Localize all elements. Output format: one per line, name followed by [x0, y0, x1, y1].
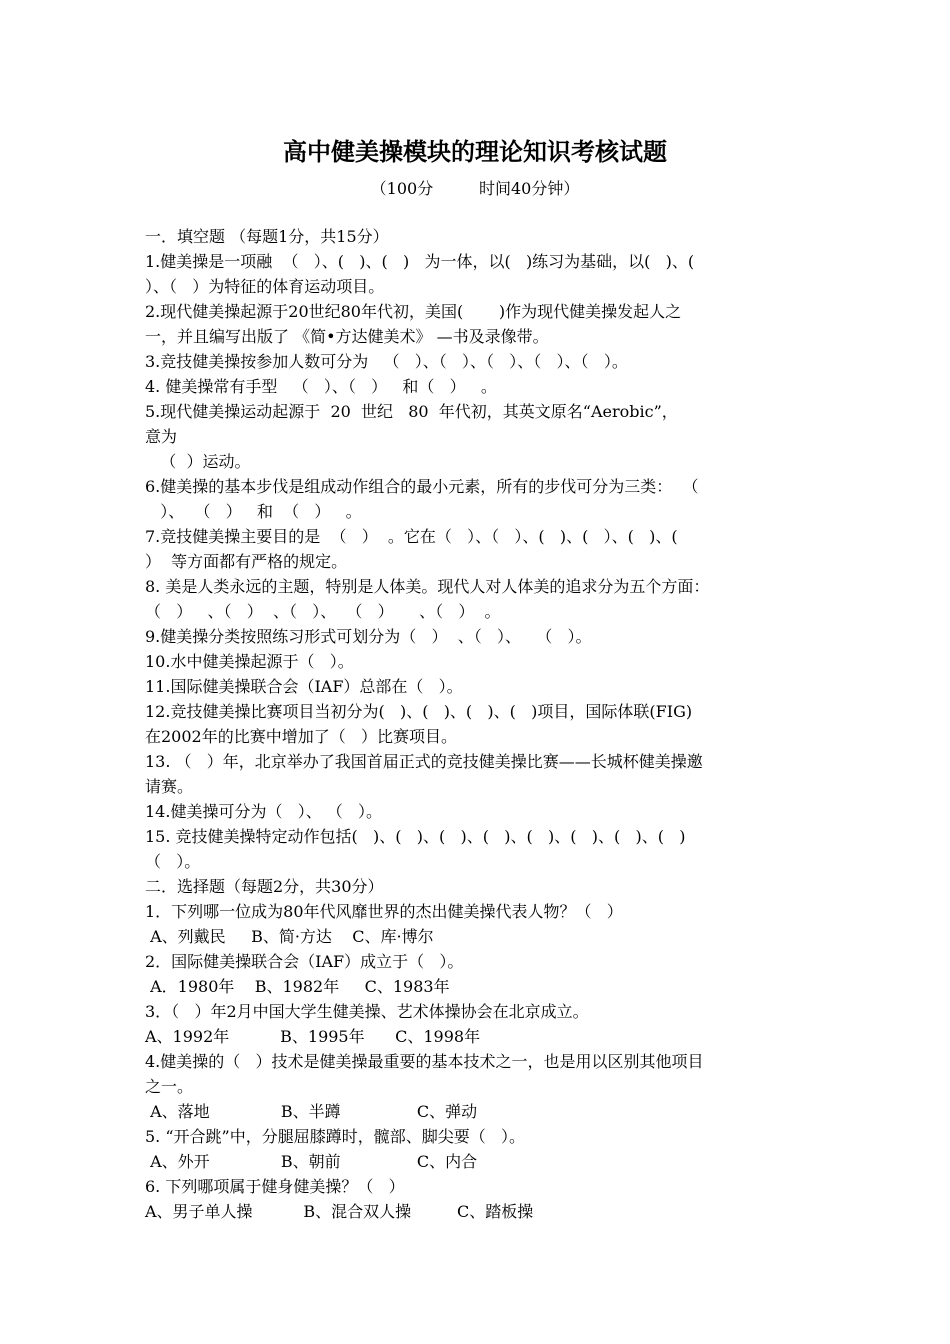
text-line: 2.现代健美操起源于20世纪80年代初，美国( )作为现代健美操发起人之: [145, 302, 682, 321]
text-line: 14.健美操可分为（ ）、 （ ）。: [145, 802, 383, 821]
text-line: 3.竞技健美操按参加人数可分为 （ ）、（ ）、（ ）、（ ）、（ ）。: [145, 352, 628, 371]
text-line: 6.健美操的基本步伐是组成动作组合的最小元素，所有的步伐可分为三类： （: [145, 477, 699, 496]
text-line: A、落地 B、半蹲 C、弹动: [145, 1102, 478, 1121]
page-subtitle: （100分 时间40分钟）: [370, 179, 580, 198]
text-line: A、列戴民 B、简·方达 C、库·博尔: [145, 927, 434, 946]
text-line: 13. （ ）年，北京举办了我国首届正式的竞技健美操比赛——长城杯健美操邀: [145, 752, 703, 771]
page-title: 高中健美操模块的理论知识考核试题: [283, 137, 667, 166]
text-line: ）、 （ ） 和 （ ） 。: [145, 502, 362, 521]
text-line: A、外开 B、朝前 C、内合: [145, 1152, 478, 1171]
text-line: A．1980年 B、1982年 C、1983年: [145, 977, 450, 996]
text-line: 6. 下列哪项属于健身健美操？（ ）: [145, 1177, 405, 1196]
exam-body: [145, 224, 810, 1224]
text-line: A、1992年 B、1995年 C、1998年: [145, 1027, 481, 1046]
text-line: A、男子单人操 B、混合双人操 C、踏板操: [145, 1202, 534, 1221]
text-line: 5.现代健美操运动起源于 20 世纪 80 年代初，其英文原名“Aerobic”，: [145, 402, 678, 421]
text-line: 二．选择题（每题2分，共30分）: [145, 877, 384, 896]
text-line: 之一。: [145, 1077, 194, 1096]
text-line: 9.健美操分类按照练习形式可划分为（ ） 、（ ）、 （ ）。: [145, 627, 592, 646]
text-line: 2．国际健美操联合会（IAF）成立于（ ）。: [145, 952, 464, 971]
text-line: 请赛。: [145, 777, 194, 796]
text-line: （ ）。: [145, 852, 201, 871]
text-line: 一，并且编写出版了 《简•方达健美术》 —书及录像带。: [145, 327, 549, 346]
text-line: （ ） 、（ ） 、（ ）、 （ ） 、（ ） 。: [145, 602, 501, 621]
text-line: 意为: [145, 427, 178, 446]
text-line: 3．（ ）年2月中国大学生健美操、艺术体操协会在北京成立。: [145, 1002, 589, 1021]
text-line: 在2002年的比赛中增加了（ ）比赛项目。: [145, 727, 457, 746]
text-line: 11.国际健美操联合会（IAF）总部在（ ）。: [145, 677, 463, 696]
text-line: 1．下列哪一位成为80年代风靡世界的杰出健美操代表人物？（ ）: [145, 902, 623, 921]
text-line: 10.水中健美操起源于（ ）。: [145, 652, 354, 671]
text-line: 15. 竞技健美操特定动作包括( )、( )、( )、( )、( )、( )、( )、( ): [145, 827, 686, 846]
text-line: 7.竞技健美操主要目的是 （ ） 。它在（ ）、（ ）、( )、( ）、( )、(: [145, 527, 678, 546]
text-line: ） 等方面都有严格的规定。: [145, 552, 348, 571]
text-line: 12.竞技健美操比赛项目当初分为( )、( )、( )、( )项目，国际体联(FIG): [145, 702, 693, 721]
text-line: 4. 健美操常有手型 （ ）、（ ） 和（ ） 。: [145, 377, 497, 396]
text-line: 一．填空题 （每题1分，共15分）: [145, 227, 389, 246]
text-line: 4.健美操的（ ）技术是健美操最重要的基本技术之一，也是用以区别其他项目: [145, 1052, 704, 1071]
text-line: ）、（ ）为特征的体育运动项目。: [145, 277, 385, 296]
text-line: 5. “开合跳”中，分腿屈膝蹲时，髋部、脚尖要（ ）。: [145, 1127, 525, 1146]
text-line: 1.健美操是一项融 （ ）、( )、( ) 为一体，以( )练习为基础，以( )、(: [145, 252, 695, 271]
text-line: 8. 美是人类永远的主题，特别是人体美。现代人对人体美的追求分为五个方面：: [145, 577, 710, 596]
text-line: （ ）运动。: [145, 452, 251, 471]
